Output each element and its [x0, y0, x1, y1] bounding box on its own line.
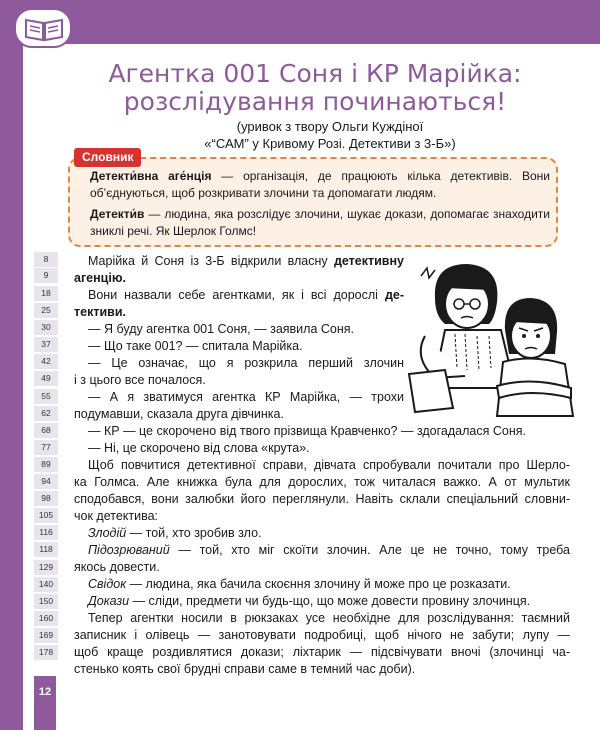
subtitle-line-2: «“САМ” у Кривому Розі. Детективи з 3-Б») — [204, 136, 456, 151]
line-text: — КР — це скорочено від твого прізвища Кравченко? — здогадалася Соня. — [88, 424, 526, 438]
line-text: чок детектива: — [74, 509, 159, 523]
line-number: 140 — [34, 577, 58, 592]
glossary-entry — [90, 168, 550, 202]
dictionary-term: Свідок — [88, 577, 127, 591]
line-number: 160 — [34, 611, 58, 626]
text-line — [74, 304, 404, 321]
text-line — [74, 389, 404, 406]
line-text: — Це означає, що я розкрила перший злочин — [88, 356, 404, 370]
glossary-term: Детекти́в — [90, 207, 145, 221]
glossary-term: Детекти́вна аге́нція — [90, 169, 212, 183]
text-line — [74, 270, 404, 287]
line-number: 89 — [34, 457, 58, 472]
dictionary-term: Злодій — [88, 526, 127, 540]
line-number: 178 — [34, 645, 58, 660]
title-line-2: розслідування починаються! — [123, 87, 507, 116]
line-text: — сліди, предмети чи будь-що, що може довести провину злочинця. — [129, 594, 531, 608]
text-line — [74, 355, 404, 372]
line-text: записник і олівець — занотовувати подробиці, щоб нічого не забути; лупу — — [74, 628, 570, 642]
line-number: 94 — [34, 474, 58, 489]
line-text: — той, хто міг скоїти злочин. Але це не точно, тому треба — [169, 543, 570, 557]
two-girls-illustration — [405, 258, 577, 418]
line-text: — А я зватимуся агентка КР Марійка, — трохи — [88, 390, 404, 404]
text-line — [74, 287, 404, 304]
highlighted-word: агенцію. — [74, 271, 126, 285]
top-banner — [0, 0, 600, 44]
line-number: 37 — [34, 337, 58, 352]
line-text: щоб краще роздивлятися докази; ліхтарик — підсвічувати вночі (злочинці ча- — [74, 645, 570, 659]
text-line — [74, 440, 310, 457]
subtitle-line-1: (уривок з твору Ольги Куждіної — [236, 119, 424, 134]
glossary-definition: — людина, яка розслідує злочини, шукає докази, допомагає знаходити зниклі речі. Як Шерлок Голмс! — [90, 207, 550, 238]
text-line — [74, 610, 570, 627]
text-line — [74, 474, 570, 491]
text-line — [74, 593, 530, 610]
glossary-definition: — організація, де працюють кілька детективів. Вони об’єднуються, щоб розкривати злочини та допомагати людям. — [90, 169, 551, 200]
text-line — [74, 508, 158, 525]
line-text: — Ні, це скорочено від слова «крута». — [88, 441, 310, 455]
text-line — [74, 559, 160, 576]
line-text: Щоб повчитися детективної справи, дівчата спробували почитали про Шерло- — [88, 458, 570, 472]
line-text: стенько коять свої брудні справи саме в темний час доби). — [74, 662, 416, 676]
line-text: якось довести. — [74, 560, 160, 574]
line-text: — людина, яка бачила скоєння злочину й може про це розказати. — [126, 577, 511, 591]
line-number: 118 — [34, 542, 58, 557]
line-text: — Я буду агентка 001 Соня, — заявила Соня. — [88, 322, 355, 336]
line-text: — Що таке 001? — спитала Марійка. — [88, 339, 303, 353]
glossary-tag: Словник — [74, 148, 141, 167]
left-margin-bar — [0, 44, 23, 730]
glossary-entry — [90, 206, 550, 240]
line-number: 18 — [34, 286, 58, 301]
text-line — [74, 338, 303, 355]
line-number: 30 — [34, 320, 58, 335]
title-line-1: Агентка 001 Соня і КР Марійка: — [108, 59, 522, 88]
line-number: 68 — [34, 423, 58, 438]
reading-badge — [14, 8, 72, 48]
line-text: ка Голмса. Але книжка була для дорослих, тож читалася важко. А от мультик — [74, 475, 570, 489]
text-line — [74, 406, 284, 423]
text-line — [74, 661, 415, 678]
line-number: 55 — [34, 389, 58, 404]
line-number: 169 — [34, 628, 58, 643]
dictionary-term: Підозрюваний — [88, 543, 170, 557]
page-title — [60, 60, 570, 116]
text-line — [74, 372, 206, 389]
line-number: 9 — [34, 268, 58, 283]
dictionary-term: Докази — [88, 594, 130, 608]
line-number: 98 — [34, 491, 58, 506]
highlighted-word: де- — [384, 288, 404, 302]
text-line — [74, 542, 570, 559]
line-text: Тепер агентки носили в рюкзаках усе необхідне для розслідування: таємний — [88, 611, 570, 625]
text-line — [74, 491, 570, 508]
line-number: 25 — [34, 303, 58, 318]
text-line — [74, 457, 570, 474]
line-number: 62 — [34, 406, 58, 421]
text-line — [74, 576, 511, 593]
text-line — [74, 321, 354, 338]
line-number: 49 — [34, 371, 58, 386]
text-line — [74, 253, 404, 270]
line-number: 150 — [34, 594, 58, 609]
highlighted-word: тективи. — [74, 305, 126, 319]
page-number: 12 — [34, 676, 56, 730]
line-number: 105 — [34, 508, 58, 523]
line-text: — той, хто зробив зло. — [126, 526, 262, 540]
open-book-icon — [24, 16, 64, 42]
line-text: подумавши, сказала друга дівчинка. — [74, 407, 284, 421]
line-text: Марійка й Соня із 3-Б відкрили власну — [88, 254, 334, 268]
text-line — [74, 627, 570, 644]
line-number: 116 — [34, 525, 58, 540]
line-number: 77 — [34, 440, 58, 455]
text-line — [74, 525, 262, 542]
line-text: сподобався, вони залюбки його переглянули. Навіть склали спеціальний словни- — [74, 492, 570, 506]
line-number: 129 — [34, 560, 58, 575]
line-number: 42 — [34, 354, 58, 369]
text-line — [74, 644, 570, 661]
line-number: 8 — [34, 252, 58, 267]
subtitle — [130, 118, 530, 152]
highlighted-word: детективну — [333, 254, 404, 268]
text-line — [74, 423, 526, 440]
line-text: і з цього все почалося. — [74, 373, 206, 387]
line-text: Вони назвали себе агентками, як і всі дорослі — [88, 288, 385, 302]
